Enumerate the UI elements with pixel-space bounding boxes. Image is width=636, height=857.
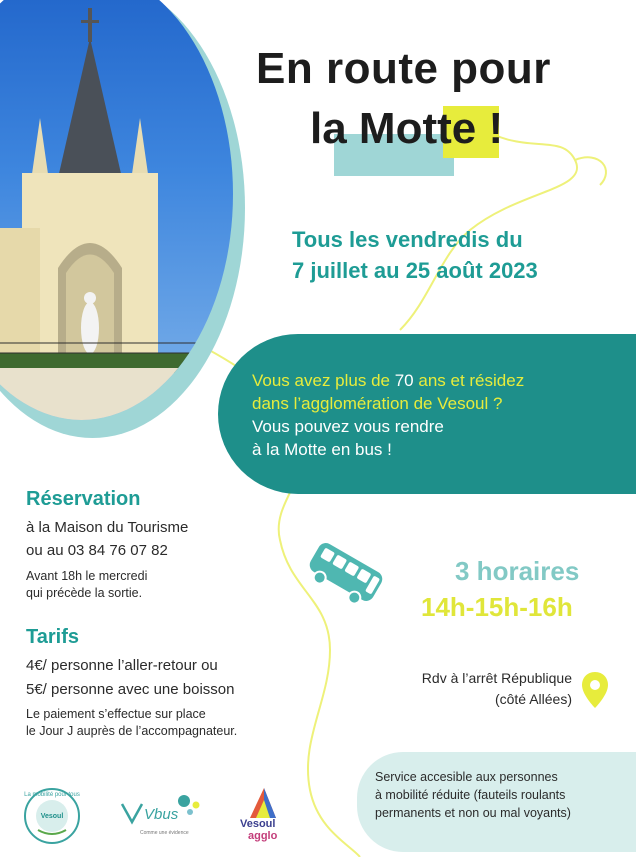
banner-line-4: à la Motte en bus ! (252, 440, 392, 459)
vbus-tagline: Comme une évidence (140, 830, 189, 836)
banner-p2: ans (413, 371, 451, 390)
rdv-line-1: Rdv à l’arrêt République (421, 670, 572, 686)
access-line-3: permanents et non ou mal voyants) (375, 806, 571, 820)
dates (292, 224, 538, 286)
mobilite-center-text: Vesoul (40, 813, 64, 820)
reservation-heading: Réservation (26, 488, 141, 510)
bus-icon (304, 534, 388, 610)
agglo-line-1: Vesoul (240, 818, 276, 830)
tarifs-note-1: Le paiement s’effectue sur place (26, 707, 206, 721)
banner-age: 70 (394, 371, 414, 390)
tarifs-heading: Tarifs (26, 626, 79, 648)
access-line-1: Service accesible aux personnes (375, 770, 558, 784)
reservation-line-1: à la Maison du Tourisme (26, 519, 189, 536)
banner-p3: et résidez (450, 371, 525, 390)
mobilite-ring-text: La mobilité pour tous (24, 792, 80, 798)
agglo-line-2: agglo (248, 830, 278, 842)
banner-line-3: Vous pouvez vous rendre (252, 417, 444, 436)
reservation-line-2: ou au 03 84 76 07 82 (26, 542, 168, 559)
title-line-1: En route pour (256, 44, 551, 93)
dates-line-1: Tous les vendredis du (292, 227, 523, 252)
eligibility-text (252, 369, 524, 461)
reservation-note-2: qui précède la sortie. (26, 586, 143, 600)
tarifs-line-1: 4€/ personne l’aller-retour ou (26, 657, 218, 674)
tarifs-note-2: le Jour J auprès de l’accompagnateur. (26, 724, 238, 738)
banner-line-2: dans l’agglomération de Vesoul ? (252, 394, 503, 413)
location-pin-icon (580, 670, 610, 710)
horaires-times: 14h-15h-16h (421, 592, 573, 622)
rdv-line-2: (côté Allées) (494, 691, 572, 707)
banner-p1: Vous avez plus de (252, 371, 395, 390)
vesoul-agglo-logo (236, 786, 292, 846)
reservation-note-1: Avant 18h le mercredi (26, 569, 148, 583)
vbus-logo (120, 792, 210, 844)
mobilite-pour-tous-logo (22, 786, 82, 846)
meeting-point (392, 668, 572, 710)
tarifs-line-2: 5€/ personne avec une boisson (26, 681, 235, 698)
dates-line-2: 7 juillet au 25 août 2023 (292, 258, 538, 283)
accessibility-text (375, 768, 571, 822)
vbus-name: Vbus (144, 806, 179, 823)
horaires-title: 3 horaires (455, 556, 580, 586)
access-line-2: à mobilité réduite (fauteils roulants (375, 788, 566, 802)
title-line-2: la Motte ! (310, 104, 504, 153)
